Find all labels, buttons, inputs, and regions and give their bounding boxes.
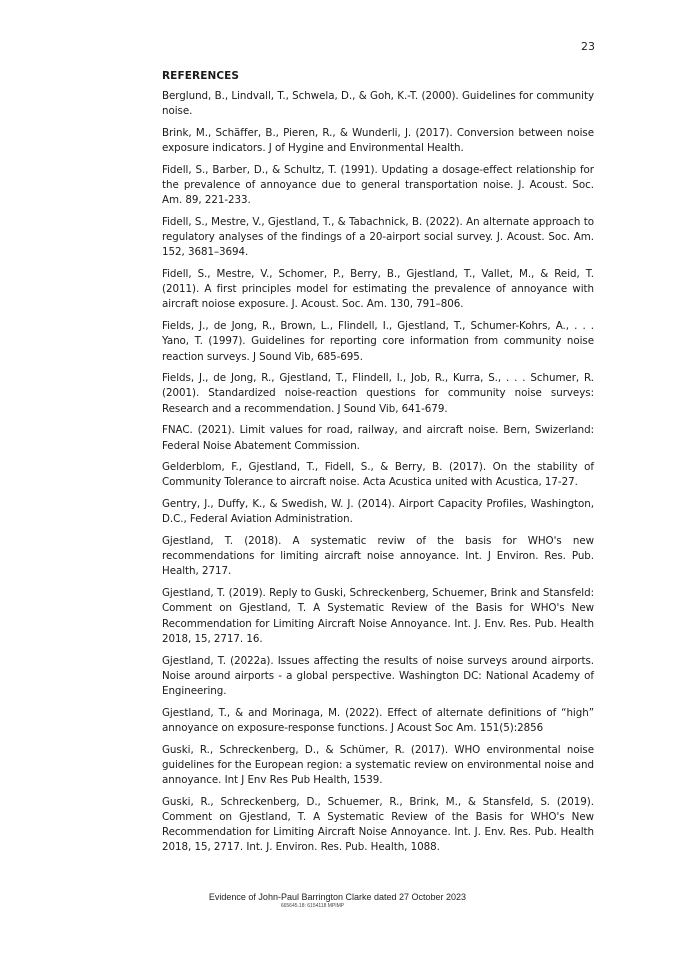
document-body (162, 70, 594, 862)
reference-item: Fidell, S., Mestre, V., Schomer, P., Berry, B., Gjestland, T., Vallet, M., & Reid, T. (2011). A first principles model for estimating the prevalence of annoyance with aircraft noiose exposure. J. Acoust. Soc. Am. 130, 791–806. (162, 268, 594, 311)
reference-item: Guski, R., Schreckenberg, D., & Schümer, R. (2017). WHO environmental noise guidelines for the European region: a systematic review on environmental noise and annoyance. Int J Env Res Pub Health, 1539. (162, 743, 594, 786)
reference-item: Fidell, S., Barber, D., & Schultz, T. (1991). Updating a dosage-effect relationship for the prevalence of annoyance due to general transportation noise. J. Acoust. Soc. Am. 89, 221-233. (162, 163, 594, 207)
footer-evidence-line: Evidence of John-Paul Barrington Clarke dated 27 October 2023 (208, 892, 467, 902)
reference-item: Berglund, B., Lindvall, T., Schwela, D., & Goh, K.-T. (2000). Guidelines for community noise. (162, 90, 594, 118)
reference-item: Gelderblom, F., Gjestland, T., Fidell, S., & Berry, B. (2017). On the stability of Community Tolerance to aircraft noise. Acta Acustica united with Acustica, 17-27. (162, 461, 594, 489)
reference-item: Fidell, S., Mestre, V., Gjestland, T., & Tabachnick, B. (2022). An alternate approach to regulatory analyses of the findings of a 20-airport social survey. J. Acoust. Soc. Am. 152, 3681–3694. (162, 215, 594, 259)
reference-item: Gjestland, T. (2019). Reply to Guski, Schreckenberg, Schuemer, Brink and Stansfeld: Comment on Gjestland, T. A Systematic Review of the Basis for WHO's New Recommendation for Limiting Aircraft Noise Annoyance. Int. J. Env. Res. Pub. Health 2018, 15, 2717. 16. (162, 587, 594, 645)
page-footer (0, 892, 675, 909)
reference-item: Gjestland, T. (2022a). Issues affecting the results of noise surveys around airports. Noise around airports - a global perspective. Washington DC: National Academy of Engineering. (162, 654, 594, 697)
page-number: 23 (581, 40, 595, 53)
reference-item: Gjestland, T., & and Morinaga, M. (2022). Effect of alternate definitions of “high” annoyance on exposure-response functions. J Acoust Soc Am. 151(5):2856 (162, 706, 594, 734)
reference-list (162, 89, 594, 855)
footer-document-id: 665645.18: 6154118 MPIMP (280, 903, 345, 909)
reference-item: Gentry, J., Duffy, K., & Swedish, W. J. (2014). Airport Capacity Profiles, Washington, D.C., Federal Aviation Administration. (162, 498, 594, 526)
reference-item: FNAC. (2021). Limit values for road, railway, and aircraft noise. Bern, Swizerland: Federal Noise Abatement Commission. (162, 424, 594, 452)
reference-item: Guski, R., Schreckenberg, D., Schuemer, R., Brink, M., & Stansfeld, S. (2019). Comment on Gjestland, T. A Systematic Review of the Basis for WHO's New Recommendation for Limiting Aircraft Noise Annoyance. Int. J. Env. Res. Pub. Health 2018, 15, 2717. Int. J. Environ. Res. Pub. Health, 1088. (162, 795, 594, 854)
reference-item: Fields, J., de Jong, R., Gjestland, T., Flindell, I., Job, R., Kurra, S., . . . Schumer, R. (2001). Standardized noise-reaction questions for community noise surveys: Research and a recommendation. J Sound Vib, 641-679. (162, 372, 594, 415)
references-heading: REFERENCES (162, 70, 240, 82)
reference-item: Fields, J., de Jong, R., Brown, L., Flindell, I., Gjestland, T., Schumer-Kohrs, A., . . . Yano, T. (1997). Guidelines for reporting core information from community noise reaction surveys. J Sound Vib, 685-695. (162, 320, 594, 363)
reference-item: Brink, M., Schäffer, B., Pieren, R., & Wunderli, J. (2017). Conversion between noise exposure indicators. J of Hygine and Environmental Health. (162, 126, 594, 155)
reference-item: Gjestland, T. (2018). A systematic reviw of the basis for WHO's new recommendations for limiting aircraft noise annoyance. Int. J Environ. Res. Pub. Health, 2717. (162, 535, 594, 578)
